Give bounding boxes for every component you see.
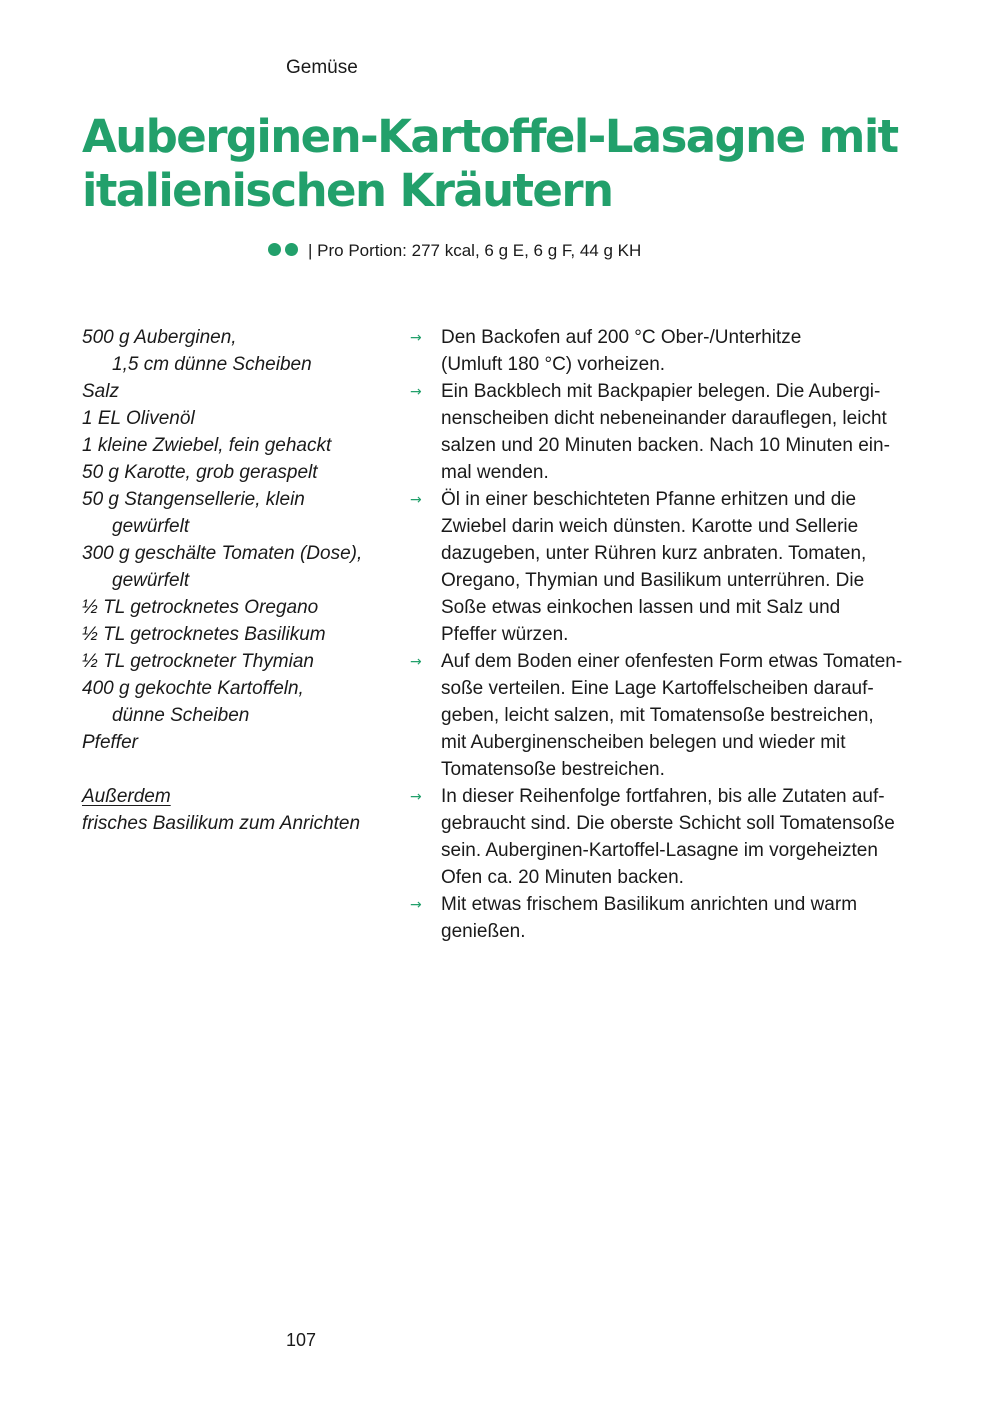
ingredient-item — [82, 621, 402, 648]
ingredient-item — [82, 648, 402, 675]
arrow-right-icon: → — [410, 897, 422, 913]
step-line: gebraucht sind. Die oberste Schicht soll Tomatensoße — [441, 813, 895, 834]
ingredient-line: Pfeffer — [82, 732, 138, 753]
step-line: sein. Auberginen-Kartoffel-Lasagne im vorgeheizten — [441, 840, 878, 861]
step-line: Pfeffer würzen. — [441, 624, 569, 645]
step-item — [410, 486, 942, 648]
arrow-right-icon: → — [410, 789, 422, 805]
recipe-title-line-2: italienischen Kräutern — [82, 164, 613, 217]
step-line: Ofen ca. 20 Minuten backen. — [441, 867, 684, 888]
ingredient-line: 1,5 cm dünne Scheiben — [112, 354, 312, 375]
step-line: salzen und 20 Minuten backen. Nach 10 Minuten ein- — [441, 435, 890, 456]
ingredient-item — [82, 432, 402, 459]
difficulty-dot — [268, 243, 281, 256]
step-item — [410, 324, 942, 378]
ingredient-line: ½ TL getrocknetes Oregano — [82, 597, 319, 618]
nutrition-text: | Pro Portion: 277 kcal, 6 g E, 6 g F, 44 g KH — [308, 241, 642, 260]
ingredient-line: 50 g Stangensellerie, klein — [82, 489, 305, 510]
ingredient-item — [82, 675, 402, 729]
step-line: mit Auberginenscheiben belegen und wieder mit — [441, 732, 846, 753]
extras-item: frisches Basilikum zum Anrichten — [82, 813, 361, 834]
step-line: soße verteilen. Eine Lage Kartoffelscheiben darauf- — [441, 678, 874, 699]
ingredient-item — [82, 459, 402, 486]
step-line: mal wenden. — [441, 462, 549, 483]
ingredient-line: Salz — [82, 381, 119, 402]
ingredient-item — [82, 594, 402, 621]
extras-heading: Außerdem — [82, 786, 171, 807]
arrow-right-icon: → — [410, 384, 422, 400]
recipe-title-line-1: Auberginen-Kartoffel-Lasagne mit — [82, 110, 898, 163]
ingredient-line: ½ TL getrockneter Thymian — [82, 651, 314, 672]
step-line: Mit etwas frischem Basilikum anrichten und warm — [441, 894, 858, 915]
step-line: In dieser Reihenfolge fortfahren, bis alle Zutaten auf- — [441, 786, 885, 807]
arrow-right-icon: → — [410, 330, 422, 346]
ingredient-item — [82, 486, 402, 540]
step-line: Auf dem Boden einer ofenfesten Form etwas Tomaten- — [441, 651, 903, 672]
steps-list — [410, 324, 942, 945]
step-item — [410, 378, 942, 486]
ingredients-list — [82, 324, 402, 837]
ingredients-spacer — [82, 756, 402, 783]
ingredient-item — [82, 405, 402, 432]
ingredient-line: dünne Scheiben — [112, 705, 250, 726]
ingredient-line: 400 g gekochte Kartoffeln, — [82, 678, 304, 699]
arrow-right-icon: → — [410, 492, 422, 508]
step-line: Ein Backblech mit Backpapier belegen. Die Aubergi- — [441, 381, 881, 402]
page-number: 107 — [286, 1330, 317, 1350]
step-line: Öl in einer beschichteten Pfanne erhitzen und die — [441, 489, 857, 510]
difficulty-dot — [285, 243, 298, 256]
step-line: Oregano, Thymian und Basilikum unterrühren. Die — [441, 570, 865, 591]
ingredient-line: 300 g geschälte Tomaten (Dose), — [82, 543, 363, 564]
ingredient-item — [82, 324, 402, 378]
step-line: Zwiebel darin weich dünsten. Karotte und Sellerie — [441, 516, 859, 537]
recipe-title — [82, 110, 962, 218]
difficulty-dots — [268, 239, 302, 263]
ingredient-line: gewürfelt — [112, 516, 190, 537]
step-line: Tomatensoße bestreichen. — [441, 759, 665, 780]
ingredient-line: 50 g Karotte, grob geraspelt — [82, 462, 318, 483]
nutrition-info — [268, 239, 641, 263]
ingredient-line: 1 EL Olivenöl — [82, 408, 195, 429]
ingredient-line: gewürfelt — [112, 570, 190, 591]
step-line: geben, leicht salzen, mit Tomatensoße bestreichen, — [441, 705, 874, 726]
arrow-right-icon: → — [410, 654, 422, 670]
step-line: nenscheiben dicht nebeneinander darauflegen, leicht — [441, 408, 887, 429]
ingredient-line: 500 g Auberginen, — [82, 327, 237, 348]
ingredient-item — [82, 378, 402, 405]
step-line: genießen. — [441, 921, 526, 942]
step-item — [410, 783, 942, 891]
ingredient-item — [82, 729, 402, 756]
step-line: Soße etwas einkochen lassen und mit Salz und — [441, 597, 841, 618]
section-header: Gemüse — [286, 57, 358, 78]
step-item — [410, 891, 942, 945]
step-line: (Umluft 180 °C) vorheizen. — [441, 354, 666, 375]
ingredient-line: 1 kleine Zwiebel, fein gehackt — [82, 435, 332, 456]
ingredient-item — [82, 540, 402, 594]
step-line: dazugeben, unter Rühren kurz anbraten. Tomaten, — [441, 543, 867, 564]
step-item — [410, 648, 942, 783]
ingredient-line: ½ TL getrocknetes Basilikum — [82, 624, 326, 645]
step-line: Den Backofen auf 200 °C Ober-/Unterhitze — [441, 327, 802, 348]
